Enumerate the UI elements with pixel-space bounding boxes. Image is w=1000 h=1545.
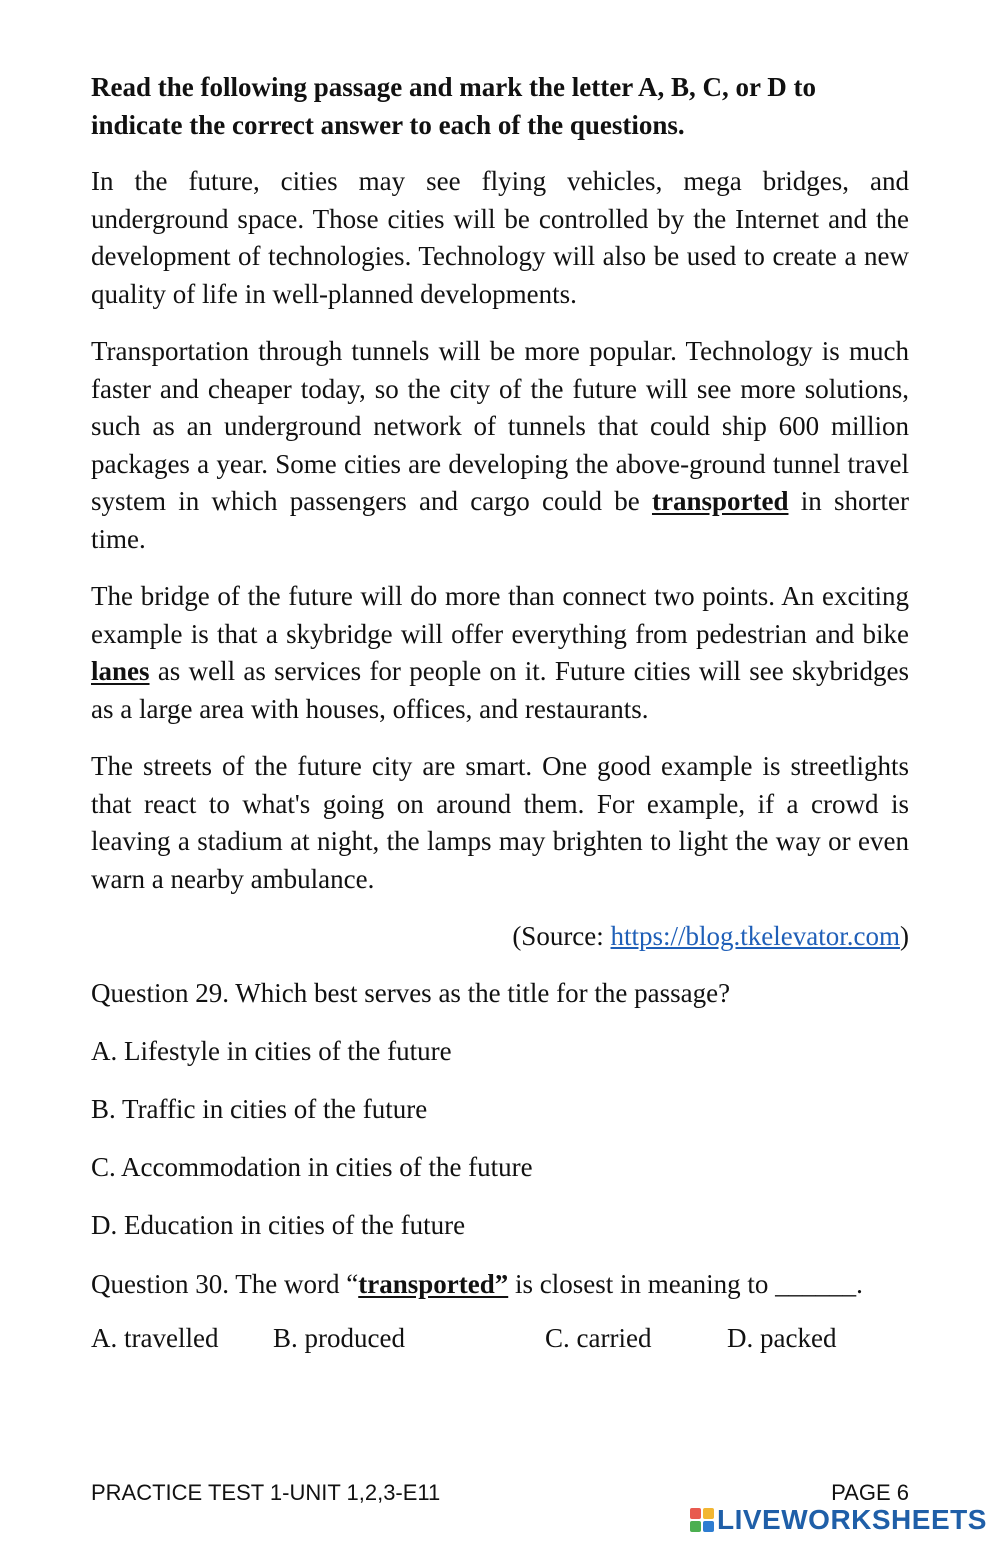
worksheet-page — [91, 68, 909, 1357]
logo-square — [690, 1508, 701, 1519]
logo-square — [703, 1508, 714, 1519]
footer-test-label: PRACTICE TEST 1-UNIT 1,2,3-E11 — [91, 1480, 441, 1505]
question-text: is closest in meaning to ______. — [508, 1269, 863, 1299]
paragraph-text: in shorter time. — [91, 486, 909, 554]
logo-square — [703, 1521, 714, 1532]
logo-icon — [690, 1508, 714, 1532]
source-prefix: (Source: — [512, 921, 611, 951]
highlighted-word-lanes: lanes — [91, 656, 150, 686]
brand-name: LIVEWORKSHEETS — [717, 1504, 987, 1535]
logo-square — [690, 1521, 701, 1532]
highlighted-word-transported: transported” — [358, 1269, 509, 1299]
q30-option-c[interactable]: C. carried — [545, 1323, 652, 1353]
liveworksheets-logo — [690, 1503, 987, 1537]
paragraph-text: Transportation through tunnels will be more popular. Technology is much faster and cheaper today, so the city of the future will see more solutions, such as an underground network of tunnels that could ship 600 million packages a year. Some cities are developing the above-ground tunnel travel system in which passengers and cargo could be — [91, 336, 909, 516]
question-text: Question 30. The word “ — [91, 1269, 359, 1299]
q30-option-d[interactable]: D. packed — [727, 1323, 837, 1353]
question-29-stem: Question 29. Which best serves as the title for the passage? — [91, 978, 731, 1008]
q30-option-b[interactable]: B. produced — [273, 1323, 405, 1353]
paragraph-text: The bridge of the future will do more than connect two points. An exciting example is that a skybridge will offer everything from pedestrian and bike — [91, 581, 909, 649]
source-link[interactable]: https://blog.tkelevator.com — [610, 921, 900, 951]
passage-paragraph-1: In the future, cities may see flying vehicles, mega bridges, and underground space. Those cities will be controlled by the Internet and the development of technologies. Technology will also be used to create a new quality of life in well-planned developments. — [91, 166, 909, 309]
q29-option-c[interactable]: C. Accommodation in cities of the future — [91, 1152, 533, 1182]
highlighted-word-transported: transported — [651, 486, 789, 516]
q30-options-row — [91, 1320, 909, 1357]
passage-paragraph-3 — [91, 578, 909, 728]
passage-paragraph-4: The streets of the future city are smart. One good example is streetlights that react to what's going on around them. For example, if a crowd is leaving a stadium at night, the lamps may brighten to light the way or even warn a nearby ambulance. — [91, 751, 909, 894]
passage-paragraph-2 — [91, 333, 909, 558]
paragraph-text: as well as services for people on it. Future cities will see skybridges as a large area with houses, offices, and restaurants. — [91, 656, 909, 724]
footer-page-number: PAGE 6 — [831, 1480, 909, 1505]
source-suffix: ) — [900, 921, 909, 951]
q29-option-d[interactable]: D. Education in cities of the future — [91, 1210, 466, 1240]
question-30-stem — [91, 1265, 909, 1303]
q30-option-a[interactable]: A. travelled — [91, 1323, 219, 1353]
q29-option-a[interactable]: A. Lifestyle in cities of the future — [91, 1036, 452, 1066]
source-citation — [91, 918, 909, 955]
q29-option-b[interactable]: B. Traffic in cities of the future — [91, 1094, 428, 1124]
instruction-text: Read the following passage and mark the letter A, B, C, or D to indicate the correct answer to each of the questions. — [91, 72, 816, 140]
